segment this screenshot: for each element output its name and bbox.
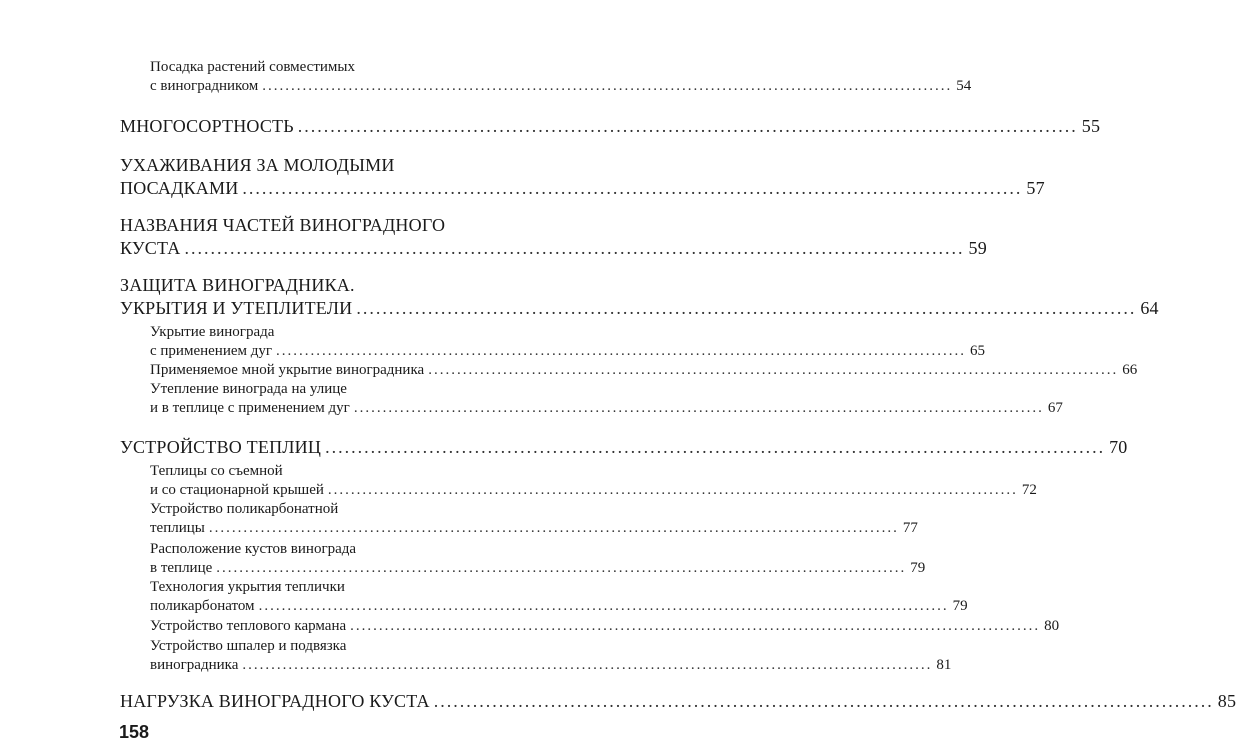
toc-entry bbox=[150, 500, 918, 538]
toc-entry bbox=[150, 323, 986, 361]
leader-dots: ........................................................................................................................ bbox=[433, 691, 1214, 711]
leader-dots: ........................................................................................................................ bbox=[327, 482, 1018, 498]
leader-dots: ........................................................................................................................ bbox=[216, 560, 907, 576]
toc-entry-last-line bbox=[150, 519, 918, 538]
toc-entry-title: Применяемое мной укрытие виноградника bbox=[150, 362, 425, 378]
leader-dots: ........................................................................................................................ bbox=[242, 657, 933, 673]
toc-chapter-title: УСТРОЙСТВО ТЕПЛИЦ bbox=[120, 437, 322, 457]
toc-chapter-title-line: НАЗВАНИЯ ЧАСТЕЙ ВИНОГРАДНОГО bbox=[120, 215, 446, 235]
toc-entry-last-line bbox=[150, 361, 1138, 380]
toc-chapter-title: УКРЫТИЯ И УТЕПЛИТЕЛИ bbox=[120, 298, 353, 318]
toc-entry bbox=[150, 380, 1063, 418]
leader-dots: ........................................................................................................................ bbox=[208, 520, 899, 536]
toc-entry-page: 55 bbox=[1081, 116, 1101, 136]
toc-entry bbox=[150, 462, 1037, 500]
leader-dots: ........................................................................................................................ bbox=[262, 78, 953, 94]
leader-dots: ........................................................................................................................ bbox=[356, 298, 1137, 318]
toc-entry-last-line bbox=[150, 617, 1060, 636]
toc-entry-last-line bbox=[120, 297, 1159, 320]
toc-entry-title-line: Технология укрытия теплички bbox=[150, 579, 345, 595]
toc-entry bbox=[150, 361, 1138, 380]
toc-entry-title-line: Посадка растений совместимых bbox=[150, 59, 355, 75]
toc-entry-page: 57 bbox=[1026, 178, 1045, 198]
toc-chapter bbox=[120, 436, 1128, 459]
toc-entry-title: и в теплице с применением дуг bbox=[150, 400, 350, 416]
leader-dots: ........................................................................................................................ bbox=[297, 116, 1078, 136]
toc-chapter bbox=[120, 154, 1045, 200]
toc-entry-title-line: Утепление винограда на улице bbox=[150, 381, 347, 397]
toc-entry-title: теплицы bbox=[150, 520, 205, 536]
toc-entry-title: поликарбонатом bbox=[150, 598, 255, 614]
toc-chapter bbox=[120, 274, 1159, 320]
toc-entry-last-line bbox=[150, 597, 968, 616]
toc-entry-page: 79 bbox=[952, 598, 968, 614]
toc-entry-page: 65 bbox=[970, 343, 986, 359]
leader-dots: ........................................................................................................................ bbox=[350, 618, 1041, 634]
toc-entry-last-line bbox=[120, 690, 1236, 713]
leader-dots: ........................................................................................................................ bbox=[184, 238, 965, 258]
toc-entry-last-line bbox=[150, 559, 926, 578]
toc-entry-last-line bbox=[120, 177, 1045, 200]
toc-entry bbox=[150, 58, 972, 96]
toc-entry-page: 64 bbox=[1140, 298, 1159, 318]
toc-entry-page: 66 bbox=[1122, 362, 1138, 378]
toc-entry-last-line bbox=[150, 481, 1037, 500]
toc-chapter-title: НАГРУЗКА ВИНОГРАДНОГО КУСТА bbox=[120, 691, 430, 711]
toc-entry-page: 79 bbox=[910, 560, 926, 576]
leader-dots: ........................................................................................................................ bbox=[428, 362, 1119, 378]
leader-dots: ........................................................................................................................ bbox=[258, 598, 949, 614]
toc-entry-page: 59 bbox=[968, 238, 987, 258]
toc-entry-title-line: Устройство шпалер и подвязка bbox=[150, 638, 347, 654]
toc-chapter bbox=[120, 214, 987, 260]
leader-dots: ........................................................................................................................ bbox=[276, 343, 967, 359]
toc-entry-last-line bbox=[150, 399, 1063, 418]
toc-entry-last-line bbox=[150, 656, 952, 675]
leader-dots: ........................................................................................................................ bbox=[325, 437, 1106, 457]
toc-entry-last-line bbox=[150, 77, 972, 96]
toc-entry-title: в теплице bbox=[150, 560, 213, 576]
toc-entry-page: 85 bbox=[1217, 691, 1236, 711]
toc-chapter bbox=[120, 690, 1236, 713]
toc-entry-title: и со стационарной крышей bbox=[150, 482, 324, 498]
toc-entry-page: 54 bbox=[956, 78, 972, 94]
toc-entry-last-line bbox=[150, 342, 986, 361]
toc-entry-page: 67 bbox=[1047, 400, 1063, 416]
toc-entry-last-line bbox=[120, 115, 1101, 138]
toc-entry-last-line bbox=[120, 436, 1128, 459]
toc-entry-title: с применением дуг bbox=[150, 343, 273, 359]
toc-entry bbox=[150, 578, 968, 616]
toc-entry-title-line: Расположение кустов винограда bbox=[150, 541, 357, 557]
page-number: 158 bbox=[119, 722, 150, 742]
toc-entry bbox=[150, 540, 926, 578]
toc-chapter bbox=[120, 115, 1101, 138]
toc-entry-title-line: Теплицы со съемной bbox=[150, 463, 283, 479]
toc-chapter-title-line: ЗАЩИТА ВИНОГРАДНИКА. bbox=[120, 275, 355, 295]
toc-entry-title-line: Устройство поликарбонатной bbox=[150, 501, 339, 517]
toc-entry-title: с виноградником bbox=[150, 78, 259, 94]
toc-entry bbox=[150, 637, 952, 675]
toc-chapter-title: МНОГОСОРТНОСТЬ bbox=[120, 116, 294, 136]
toc-entry-page: 81 bbox=[936, 657, 952, 673]
toc-chapter-title: КУСТА bbox=[120, 238, 181, 258]
toc-entry-page: 77 bbox=[902, 520, 918, 536]
toc-entry-page: 70 bbox=[1109, 437, 1128, 457]
leader-dots: ........................................................................................................................ bbox=[242, 178, 1023, 198]
toc-entry-page: 80 bbox=[1044, 618, 1060, 634]
toc-entry-last-line bbox=[120, 237, 987, 260]
toc-chapter-title-line: УХАЖИВАНИЯ ЗА МОЛОДЫМИ bbox=[120, 155, 395, 175]
toc-entry bbox=[150, 617, 1060, 636]
toc-chapter-title: ПОСАДКАМИ bbox=[120, 178, 239, 198]
toc-entry-title-line: Укрытие винограда bbox=[150, 324, 275, 340]
toc-entry-page: 72 bbox=[1021, 482, 1037, 498]
leader-dots: ........................................................................................................................ bbox=[353, 400, 1044, 416]
toc-entry-title: виноградника bbox=[150, 657, 239, 673]
toc-entry-title: Устройство теплового кармана bbox=[150, 618, 347, 634]
